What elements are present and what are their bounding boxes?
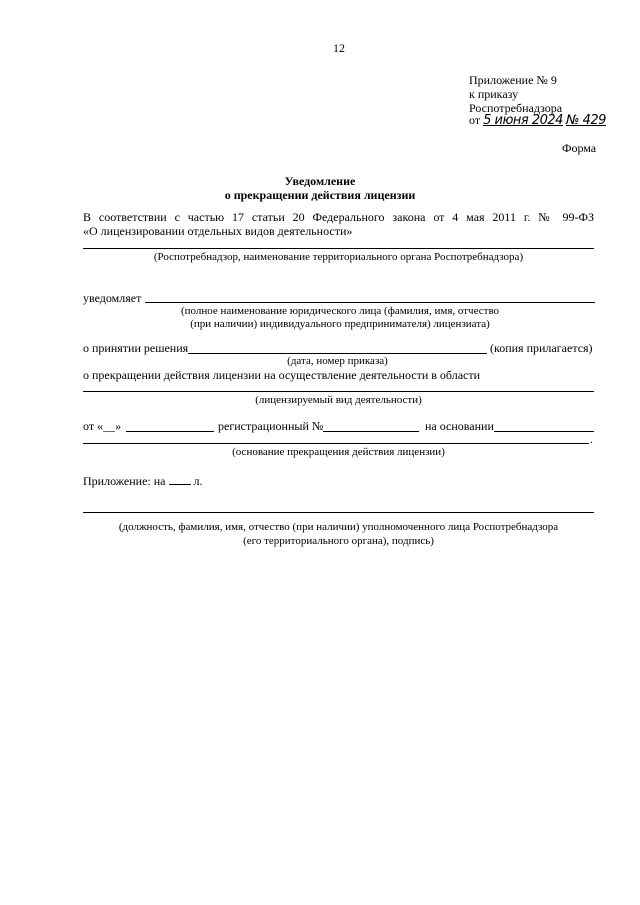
order-caption: (дата, номер приказа) [287,355,388,367]
authority-caption: (Роспотребнадзор, наименование территориального органа Роспотребнадзора) [153,251,524,263]
appendix-date-prefix: от [469,113,481,127]
basis-period: . [590,432,593,446]
activity-caption: (лицензируемый вид деятельности) [255,394,422,406]
intro-line-2: «О лицензировании отдельных видов деятельности» [83,224,353,238]
date-line [126,431,214,432]
signature-caption-2: (его территориального органа), подпись) [243,535,434,547]
form-label: Форма [562,141,597,155]
handwritten-number: № 429 [565,113,606,128]
attachment-prefix: Приложение: на [83,474,166,488]
basis-line-1 [494,431,594,432]
attachment-count-line [169,474,191,485]
licensee-caption-1: (полное наименование юридического лица (фамилия, имя, отчество [180,305,500,317]
licensee-line [145,302,595,303]
basis-caption: (основание прекращения действия лицензии) [232,446,445,458]
document-title-line-1: Уведомление [284,174,356,188]
basis-line-2 [83,443,589,444]
on-basis-label: на основании [425,419,494,433]
termination-text: о прекращении действия лицензии на осуществление деятельности в области [83,368,481,382]
reg-number-line [323,431,419,432]
appendix-line-3: Роспотребнадзора [469,101,563,115]
appendix-line-4 [469,113,606,128]
from-date-label: от «__» [83,419,122,433]
order-line [188,353,487,354]
copy-attached-label: (копия прилагается) [490,341,593,355]
decision-label: о принятии решения [83,341,189,355]
intro-line-1: В соответствии с частью 17 статьи 20 Федерального закона от 4 мая 2011 г. № 99-ФЗ [83,210,594,224]
attachment-label [83,474,203,489]
notifies-label: уведомляет [83,291,142,305]
document-title-line-2: о прекращении действия лицензии [224,188,416,202]
page-number: 12 [333,41,345,55]
appendix-line-1: Приложение № 9 [469,73,557,87]
licensee-caption-2: (при наличии) индивидуального предпринимателя) лицензиата) [190,318,490,330]
attachment-suffix: л. [193,474,203,488]
activity-line [83,391,594,392]
signature-caption-1: (должность, фамилия, имя, отчество (при наличии) уполномоченного лица Роспотребнадзора [118,521,559,533]
authority-line [83,248,594,249]
appendix-line-2: к приказу [469,87,519,101]
handwritten-date: 5 июня 2024 [483,113,563,128]
reg-number-label: регистрационный № [218,419,324,433]
signature-line [83,512,594,513]
